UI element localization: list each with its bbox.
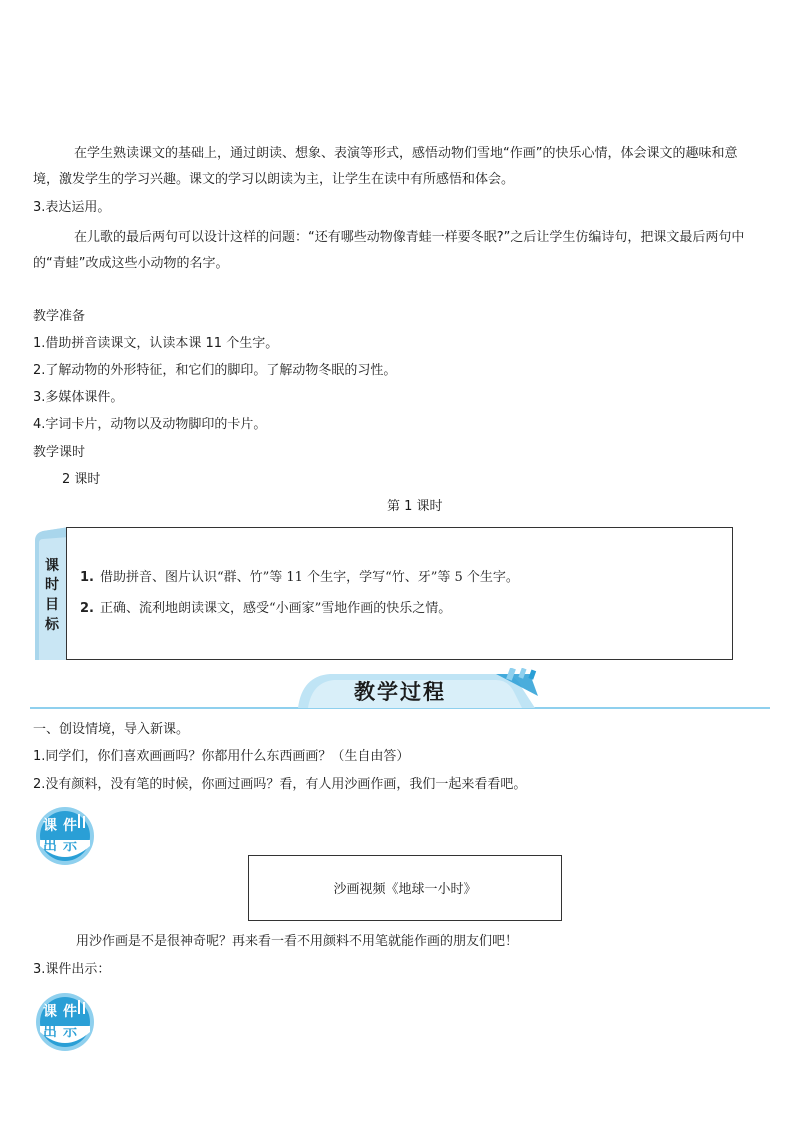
process-title: 教学过程: [354, 680, 446, 704]
objective-number: 2.: [80, 601, 94, 616]
badge-char: 件: [63, 818, 77, 834]
prep-item: 4.字词卡片，动物以及动物脚印的卡片。: [33, 417, 267, 432]
prep-heading: 教学准备: [33, 309, 86, 324]
badge-char: 出: [43, 1024, 57, 1040]
video-title: 沙画视频《地球一小时》: [333, 882, 477, 897]
video-box: [248, 855, 562, 921]
objective-text: 正确、流利地朗读课文，感受“小画家”雪地作画的快乐之情。: [99, 601, 452, 616]
badge-char: 示: [63, 838, 77, 854]
process-question-2: 2.没有颜料，没有笔的时候，你画过画吗？看，有人用沙画作画，我们一起来看看吧。: [33, 777, 527, 792]
prep-item: 3.多媒体课件。: [33, 390, 124, 405]
prep-item: 2.了解动物的外形特征，和它们的脚印。了解动物冬眠的习性。: [33, 363, 397, 378]
badge-char: 件: [63, 1004, 77, 1020]
badge-char: 课: [43, 818, 57, 834]
lesson-label: 第 1 课时: [387, 499, 443, 514]
intro-item-3: 3.表达运用。: [33, 200, 111, 215]
prep-item: 1.借助拼音读课文，认读本课 11 个生字。: [33, 336, 279, 351]
process-after-video: 用沙作画是不是很神奇呢？再来看一看不用颜料不用笔就能作画的朋友们吧！: [76, 934, 519, 949]
hours-value: 2 课时: [62, 472, 101, 487]
objectives-box: [66, 527, 733, 660]
objective-number: 1.: [80, 570, 94, 585]
objectives-tab-char: 时: [45, 577, 59, 593]
intro-paragraph-1: 在学生熟读课文的基础上，通过朗读、想象、表演等形式，感悟动物们雪地“作画”的快乐心情，体会课文的趣味和意境，激发学生的学习兴趣。课文的学习以朗读为主，让学生在读中有所感悟和体会。: [33, 146, 738, 187]
objectives-tab-char: 标: [45, 617, 59, 633]
objective-item: [80, 566, 519, 585]
badge-char: 出: [43, 838, 57, 854]
hours-heading: 教学课时: [33, 445, 86, 460]
badge-char: 课: [43, 1004, 57, 1020]
objective-text: 借助拼音、图片认识“群、竹”等 11 个生字，学写“竹、牙”等 5 个生字。: [99, 570, 519, 585]
objective-item: [80, 597, 451, 616]
objectives-tab-char: 课: [45, 558, 59, 574]
objectives-tab-char: 目: [45, 597, 59, 613]
intro-paragraph-2: 在儿歌的最后两句可以设计这样的问题：“还有哪些动物像青蛙一样要冬眠?”之后让学生仿编诗句，把课文最后两句中的“青蛙”改成这些小动物的名字。: [33, 230, 745, 271]
process-question-1: 1.同学们，你们喜欢画画吗？你都用什么东西画画？（生自由答）: [33, 749, 410, 764]
badge-char: 示: [63, 1024, 77, 1040]
process-section-1: 一、创设情境，导入新课。: [33, 722, 190, 737]
process-item-3: 3.课件出示：: [33, 962, 111, 977]
